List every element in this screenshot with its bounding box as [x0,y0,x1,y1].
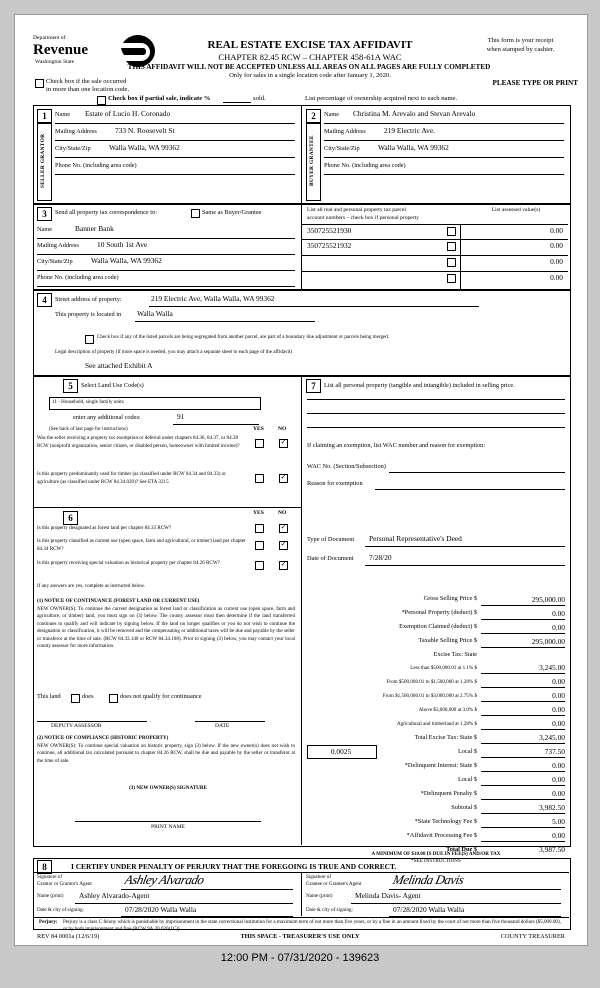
see-instructions-note: *SEE INSTRUCTIONS [411,858,461,864]
s6-no-label: NO [278,510,287,516]
historic-body: NEW OWNER(S): To continue special valuation on historic property, sign (3) below. If the new owner(s) does not wish to continue, all additional tax calculated pursuant to chapter 84.26 RCW, shall be due and payable by the seller or transferor at the time of sale. [37,743,295,764]
tax-label-3: Taxable Selling Price $ [418,637,477,644]
section-1-number: 1 [37,109,52,123]
s6-question-3: Is this property receiving special valuation as historical property per chapter 84.26 RCW? [37,560,220,566]
s6-q1-no-checkbox[interactable]: ✓ [280,524,287,531]
page-subtitle: CHAPTER 82.45 RCW – CHAPTER 458-61A WAC [218,52,402,62]
s6-q2-no-checkbox[interactable]: ✓ [280,541,287,548]
seller-phone-label: Phone No. (including area code) [55,162,137,169]
tax-label-12: *Delinquent Interest: State $ [404,762,477,769]
receipt-note-2: when stamped by cashier. [486,46,555,53]
receipt-note-1: This form is your receipt [487,37,554,44]
s5-q1-no-checkbox[interactable]: ✓ [280,439,287,446]
tax-value-14[interactable]: 0.00 [552,789,565,798]
buyer-name-value[interactable]: Christina M. Arevalo and Stevan Arevalo [353,109,476,118]
corr-mailing-label: Mailing Address [37,242,79,249]
grantor-date-value[interactable]: 07/28/2020 Walla Walla [125,905,197,914]
legal-description-value[interactable]: See attached Exhibit A [85,361,153,370]
s5-question-2: Is this property predominantly used for timber (as classified under RCW 84.34 and 84.33) or agriculture (as classified under RCW 84.34.020)? See ETA 3215 [37,471,226,485]
list-pct-label: List percentage of ownership acquired next to each name. [305,95,458,102]
partial-sale-checkbox[interactable] [97,96,106,105]
tax-label-6: From $500,000.01 to $1,500,000 at 1.28% $ [386,679,477,685]
grantee-sig-label-1: Signature of [306,874,332,880]
tax-value-12[interactable]: 0.00 [552,761,565,770]
timestamp-stamp: 12:00 PM - 07/31/2020 - 139623 [220,952,380,964]
s6-if-any-note: If any answers are yes, complete as instructed below. [37,583,146,589]
tax-label-5: Less than $500,000.01 at 1.1% $ [410,665,477,671]
corr-name-label: Name [37,226,53,233]
tax-label-18: Total Due $ [446,846,477,853]
section-4-number: 4 [37,293,52,307]
buyer-citystate-label: City/State/Zip [324,145,360,152]
parcel-value-2[interactable]: 0.00 [550,257,563,266]
exemption-claim-note: If claiming an exemption, list WAC number and reason for exemption: [307,442,486,449]
section-6-number: 6 [63,511,78,525]
s5-no-label: NO [278,426,287,432]
s5-q2-yes-checkbox[interactable] [255,474,264,483]
parcel-header-2: account numbers – check box if personal property [307,215,419,221]
parcel-number-1[interactable]: 350725521932 [307,241,352,250]
additional-codes-label: enter any additional codes: [73,414,141,421]
s5-q2-no-checkbox[interactable]: ✓ [280,474,287,481]
perjury-label: Perjury: [39,919,58,925]
type-print-note: PLEASE TYPE OR PRINT [492,79,578,87]
continuance-title: (1) NOTICE OF CONTINUANCE (FOREST LAND OR CURRENT USE) [37,598,200,604]
tax-label-8: Above $3,000,000 at 3.0% $ [418,707,477,713]
see-back-note: (See back of last page for instructions) [49,426,128,432]
buyer-citystate-value[interactable]: Walla Walla, WA 99362 [378,143,449,152]
grantor-name-value[interactable]: Ashley Alvarado-Agent [79,891,150,900]
land-use-code-value: 11 - Household, single family units [52,399,124,405]
s6-q3-no-checkbox[interactable]: ✓ [280,561,287,568]
assessor-date-label: DATE [215,723,230,729]
s5-q1-yes-checkbox[interactable] [255,439,264,448]
s6-q3-yes-checkbox[interactable] [255,561,264,570]
section-2-number: 2 [306,109,321,123]
tax-value-11[interactable]: 737.50 [544,747,565,756]
tax-label-1: *Personal Property (deduct) $ [401,609,477,616]
corr-mailing-value[interactable]: 10 South 1st Ave [97,240,148,249]
parcel-personal-checkbox-2[interactable] [447,258,456,267]
seller-citystate-label: City/State/Zip [55,145,91,152]
this-land-label: This land [37,693,61,700]
tax-value-17[interactable]: 0.00 [552,831,565,840]
tax-value-7[interactable]: 0.00 [552,691,565,700]
street-address-label: Street address of property: [55,296,122,303]
grantor-sig-label-1: Signature of [37,874,63,880]
parcel-value-1[interactable]: 0.00 [550,241,563,250]
sold-label: sold. [253,95,266,102]
treasurer-space-label: THIS SPACE - TREASURER'S USE ONLY [240,933,360,940]
minimum-fee-note: A MINIMUM OF $10.00 IS DUE IN FEE(S) AND/OR TAX [371,851,501,857]
wac-number-label: WAC No. (Section/Subsection) [307,463,386,470]
county-treasurer-label: COUNTY TREASURER [500,933,565,940]
grantor-signature[interactable]: Ashley Alvarado [123,872,206,887]
tax-label-9: Agricultural and timberland at 1.28% $ [396,721,477,727]
tax-value-8[interactable]: 0.00 [552,705,565,714]
tax-value-18[interactable]: 3,987.50 [539,845,565,854]
segregated-checkbox[interactable] [85,335,94,344]
local-rate-value: 0.0025 [330,747,352,756]
legal-description-label: Legal description of property (if more space is needed, you may attach a separate sheet to each page of the affidavit) [55,349,293,355]
s6-question-1: Is this property designated as forest land per chapter 84.33 RCW? [37,525,172,531]
parcel-personal-checkbox-0[interactable] [447,227,456,236]
s6-question-2: Is this property classified as current use (open space, farm and agricultural, or timber) land per chapter 84.34 RCW? [37,538,246,552]
grantee-date-value[interactable]: 07/28/2020 Walla Walla [393,905,465,914]
s5-question-1: Was the seller receiving a property tax exemption or deferral under chapters 84.36, 84.37, or 84.38 RCW (nonprofit organization, senior citizen, or disabled person, homeowner with limited income)? [37,435,240,449]
historic-title: (2) NOTICE OF COMPLIANCE (HISTORIC PROPERTY) [37,735,169,741]
seller-grantor-label: SELLER GRANTOR [40,133,46,189]
does-qualify-checkbox[interactable] [71,694,80,703]
does-not-label: does not qualify for continuance [120,693,202,700]
parcel-value-0[interactable]: 0.00 [550,226,563,235]
doc-date-value[interactable]: 7/28/20 [369,553,392,562]
section-5-number: 5 [63,379,78,393]
grantee-signature[interactable]: Melinda Davis [391,872,466,887]
grantee-date-label: Date & city of signing: [306,907,353,913]
tax-value-0[interactable]: 295,000.00 [531,595,565,604]
does-not-qualify-checkbox[interactable] [109,694,118,703]
seller-mailing-value[interactable]: 733 N. Roosevelt St [115,126,175,135]
grantee-sig-label-2: Grantee or Grantee's Agent [306,881,362,887]
located-in-value[interactable]: Walla Walla [137,309,173,318]
tax-value-2[interactable]: 0.00 [552,623,565,632]
same-as-buyer-label: Same as Buyer/Grantee [202,209,262,216]
dept-line1: Department of [33,35,66,41]
parcel-header-1: List all real and personal property tax parcel [307,207,406,213]
tax-value-5[interactable]: 3,245.00 [539,663,565,672]
grantor-date-label: Date & city of signing: [37,907,84,913]
corr-name-value[interactable]: Banner Bank [75,224,114,233]
tax-label-4: Excise Tax: State [433,651,477,658]
multi-location-checkbox[interactable] [35,79,44,88]
deputy-assessor-label: DEPUTY ASSESSOR [51,723,102,729]
dept-line3: Washington State [35,59,75,65]
tax-label-11: Local $ [457,748,477,755]
parcel-number-0[interactable]: 350725521930 [307,226,352,235]
corr-citystate-label: City/State/Zip [37,258,73,265]
tax-label-14: *Delinquent Penalty $ [420,790,477,797]
tax-value-1[interactable]: 0.00 [552,609,565,618]
same-as-buyer-checkbox[interactable] [191,209,200,218]
grantee-name-value[interactable]: Melinda Davis- Agent [355,891,421,900]
dept-line2: Revenue [33,42,88,58]
tax-value-15[interactable]: 3,982.50 [539,803,565,812]
personal-property-heading: List all personal property (tangible and intangible) included in selling price. [324,382,515,389]
doc-type-label: Type of Document [307,536,355,543]
located-in-label: This property is located in [55,311,122,318]
parcel-value-3[interactable]: 0.00 [550,273,563,282]
warning-text: THIS AFFIDAVIT WILL NOT BE ACCEPTED UNLESS ALL AREAS ON ALL PAGES ARE FULLY COMPLETED [127,63,491,71]
certify-text: I CERTIFY UNDER PENALTY OF PERJURY THAT THE FOREGOING IS TRUE AND CORRECT. [71,862,397,871]
continuance-body: NEW OWNER(S): To continue the current designation as forest land or classification as current use (open space, farm and agriculture, or timber) land, you must sign on (3) below. The county assessor must then determine if the land transferred continues to qualify and will indicate by signing below. If the land no longer qualifies or you do not wish to continue the designation or classification, it will be removed and the compensating or additional taxes will be due and payable by the seller or transferor at the time of sale. (RCW 84.33.140 or RCW 84.34.108). Prior to signing (3) below, you may contact your local county assessor for more information. [37,606,295,650]
buyer-mailing-label: Mailing Address [324,128,366,135]
affidavit-sheet [14,14,588,946]
doc-type-value[interactable]: Personal Representative's Deed [369,534,462,543]
tax-value-9[interactable]: 0.00 [552,719,565,728]
buyer-phone-label: Phone No. (including area code) [324,162,406,169]
tax-label-17: *Affidavit Processing Fee $ [406,832,477,839]
tax-label-15: Subtotal $ [451,804,477,811]
seller-citystate-value[interactable]: Walla Walla, WA 99362 [109,143,180,152]
tax-label-7: From $1,500,000.01 to $3,000,000 at 2.75% $ [382,693,477,699]
multi-location-label1: Check box if the sale occurred [46,78,127,85]
corr-phone-label: Phone No. (including area code) [37,274,119,281]
buyer-name-label: Name [324,111,340,118]
tax-value-16[interactable]: 5.00 [552,817,565,826]
seller-name-label: Name [55,111,71,118]
tax-label-10: Total Excise Tax: State $ [414,734,477,741]
parties-box [33,105,571,205]
single-location-note: Only for sales in a single location code after January 1, 2020. [229,72,391,79]
section-8-number: 8 [37,860,52,874]
parcel-personal-checkbox-1[interactable] [447,242,456,251]
section-7-number: 7 [306,379,321,393]
additional-codes-value[interactable]: 91 [177,412,185,421]
print-name-label: PRINT NAME [151,824,185,830]
seller-mailing-label: Mailing Address [55,128,97,135]
buyer-mailing-value[interactable]: 219 Electric Ave. [384,126,435,135]
tax-label-16: *State Technology Fee $ [414,818,477,825]
tax-label-2: Exemption Claimed (deduct) $ [399,623,477,630]
does-label: does [82,693,94,700]
grantor-name-label: Name (print) [37,893,64,899]
partial-sale-label: Check box if partial sale, indicate % [108,95,211,102]
reason-exemption-label: Reason for exemption [307,480,363,487]
parcel-personal-checkbox-3[interactable] [447,274,456,283]
form-rev-number: REV 84 0001a (12/6/19) [37,933,100,940]
s6-q1-yes-checkbox[interactable] [255,524,264,533]
corr-citystate-value[interactable]: Walla Walla, WA 99362 [91,256,162,265]
section-3-number: 3 [37,207,52,221]
seller-name-value[interactable]: Estate of Lucio H. Coronado [85,109,171,118]
tax-value-6[interactable]: 0.00 [552,677,565,686]
tax-value-13[interactable]: 0.00 [552,775,565,784]
assessed-header: List assessed value(s) [491,207,541,213]
doc-date-label: Date of Document [307,555,354,562]
tax-value-10[interactable]: 3,245.00 [539,733,565,742]
tax-label-0: Gross Selling Price $ [423,595,477,602]
segregated-note: Check box if any of the listed parcels are being segregated from another parcel, are part of a boundary line adjustment or parcels being merged. [97,334,390,340]
s6-q2-yes-checkbox[interactable] [255,541,264,550]
multi-location-label2: in more than one location code. [46,86,130,93]
tax-label-13: Local $ [457,776,477,783]
correspondence-heading: Send all property tax correspondence to: [55,209,157,216]
s6-yes-label: YES [253,510,264,516]
buyer-grantee-label: BUYER GRANTEE [309,135,315,187]
perjury-text: Perjury is a class C felony which is punishable by imprisonment in the state correctional institution for a maximum term of not more than five years, or by a fine in an amount fixed by the court of not more than five thousand dollars ($5,000.00), or by both imprisonment and fine (RCW 9A.20.020(1C)). [63,919,561,933]
land-use-heading: Select Land Use Code(s) [81,382,144,389]
s5-yes-label: YES [253,426,264,432]
tax-value-3[interactable]: 295,000.00 [531,637,565,646]
page-title: REAL ESTATE EXCISE TAX AFFIDAVIT [207,39,413,51]
grantor-sig-label-2: Grantor or Grantor's Agent [37,881,92,887]
grantee-name-label: Name (print) [306,893,333,899]
street-address-value[interactable]: 219 Electric Ave, Walla Walla, WA 99362 [151,294,275,303]
new-owner-signature-label: (3) NEW OWNER(S) SIGNATURE [129,785,207,791]
